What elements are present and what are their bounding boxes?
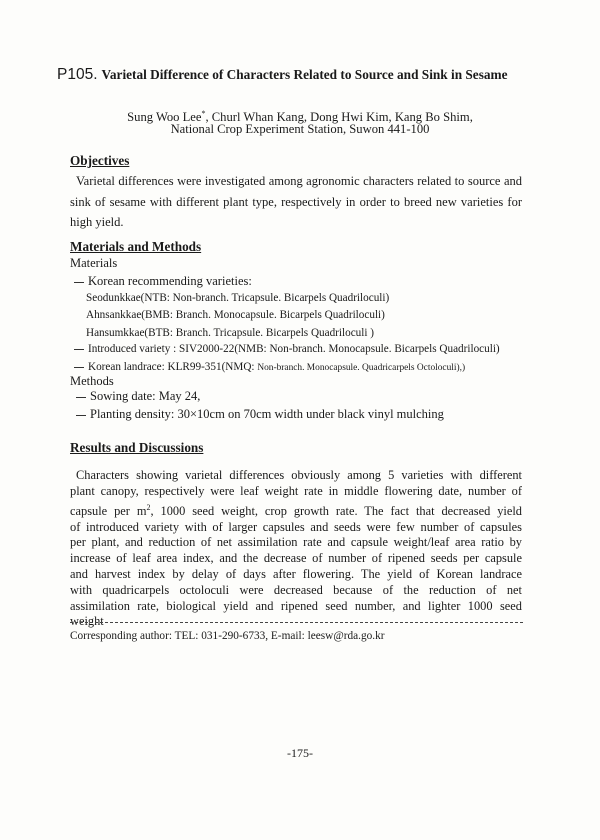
corresponding-mark: * [201, 109, 206, 118]
introduced-text: Introduced variety : SIV2000-22(NMB: Non-branch. Monocapsule. Bicarpels Quadriloculi) [88, 343, 500, 355]
paper-title-row [57, 66, 577, 84]
dash-mark [76, 397, 86, 398]
page-number: -175- [287, 746, 313, 760]
results-line: per plant, and reduction of net assimilation rate and capsule weight/leaf area ratio by [70, 535, 522, 550]
dash-mark [74, 367, 84, 368]
variety-3: Hansumkkae(BTB: Branch. Tricapsule. Bicarpels Quadriloculi ) [86, 327, 375, 339]
planting-item [76, 407, 444, 422]
objectives-text: Varietal differences were investigated among agronomic characters related to source and sink of sesame with different plant type, respectively in order to breed new varieties for high yield. [70, 174, 522, 229]
landrace-text-a: Korean landrace: KLR99-351(NMQ: [88, 361, 258, 373]
results-line: plant canopy, respectively were leaf weight rate in middle flowering date, number of [70, 483, 522, 498]
sowing-item [76, 389, 200, 404]
results-line: Characters showing varietal differences obviously among 5 varieties with different [76, 468, 522, 482]
planting-text: Planting density: 30×10cm on 70cm width under black vinyl mulching [90, 407, 444, 421]
results-line: increase of leaf area index, and the decrease of number of ripened seeds per capsule [70, 551, 522, 566]
korean-rec-item [74, 274, 252, 289]
affiliation: National Crop Experiment Station, Suwon 441-100 [170, 122, 430, 136]
results-line: with quadricarpels octoloculi were decreased because of the reduction of net [70, 582, 522, 597]
methods-label: Methods [70, 374, 114, 388]
results-line: of introduced variety with of larger capsules and seeds were few number of capsules [70, 519, 522, 534]
dash-mark [74, 282, 84, 283]
results-line [70, 500, 522, 520]
footnote-divider [70, 622, 523, 623]
variety-2: Ahnsankkae(BMB: Branch. Monocapsule. Bicarpels Quadriloculi) [86, 309, 385, 321]
dash-mark [76, 415, 86, 416]
results-heading: Results and Discussions [70, 440, 204, 455]
results-line: and harvest index by delay of days after flowering. The yield of Korean landrace [70, 566, 522, 581]
sowing-text: Sowing date: May 24, [90, 389, 201, 403]
materials-label: Materials [70, 256, 118, 270]
results-line: assimilation rate, biological yield and ripened seed number, and lighter 1000 seed [70, 598, 522, 613]
landrace-text-b: Non-branch. Monocapsule. Quadricarpels Octoloculi),) [257, 363, 466, 373]
paper-title: Varietal Difference of Characters Related to Source and Sink in Sesame [101, 67, 508, 82]
methods-heading: Materials and Methods [70, 239, 202, 254]
corresponding-author: Corresponding author: TEL: 031-290-6733, E-mail: leesw@rda.go.kr [70, 630, 385, 642]
results-line-part: , 1000 seed weight, crop growth rate. The fact that decreased yield [150, 503, 523, 518]
results-line-part: capsule per m [70, 503, 147, 518]
first-author: Sung Woo Lee [127, 110, 202, 125]
variety-1: Seodunkkae(NTB: Non-branch. Tricapsule. Bicarpels Quadriloculi) [86, 292, 390, 304]
paper-code: P105. [57, 66, 98, 83]
korean-rec-text: Korean recommending varieties: [88, 274, 252, 288]
results-line: weight [70, 614, 104, 629]
korean-landrace [74, 361, 465, 373]
results-text [70, 468, 522, 630]
objectives-heading: Objectives [70, 153, 130, 168]
dash-mark [74, 349, 84, 350]
other-authors: , Churl Whan Kang, Dong Hwi Kim, Kang Bo Shim, [205, 110, 473, 125]
superscript-2: 2 [146, 502, 151, 512]
introduced-variety [74, 343, 500, 355]
